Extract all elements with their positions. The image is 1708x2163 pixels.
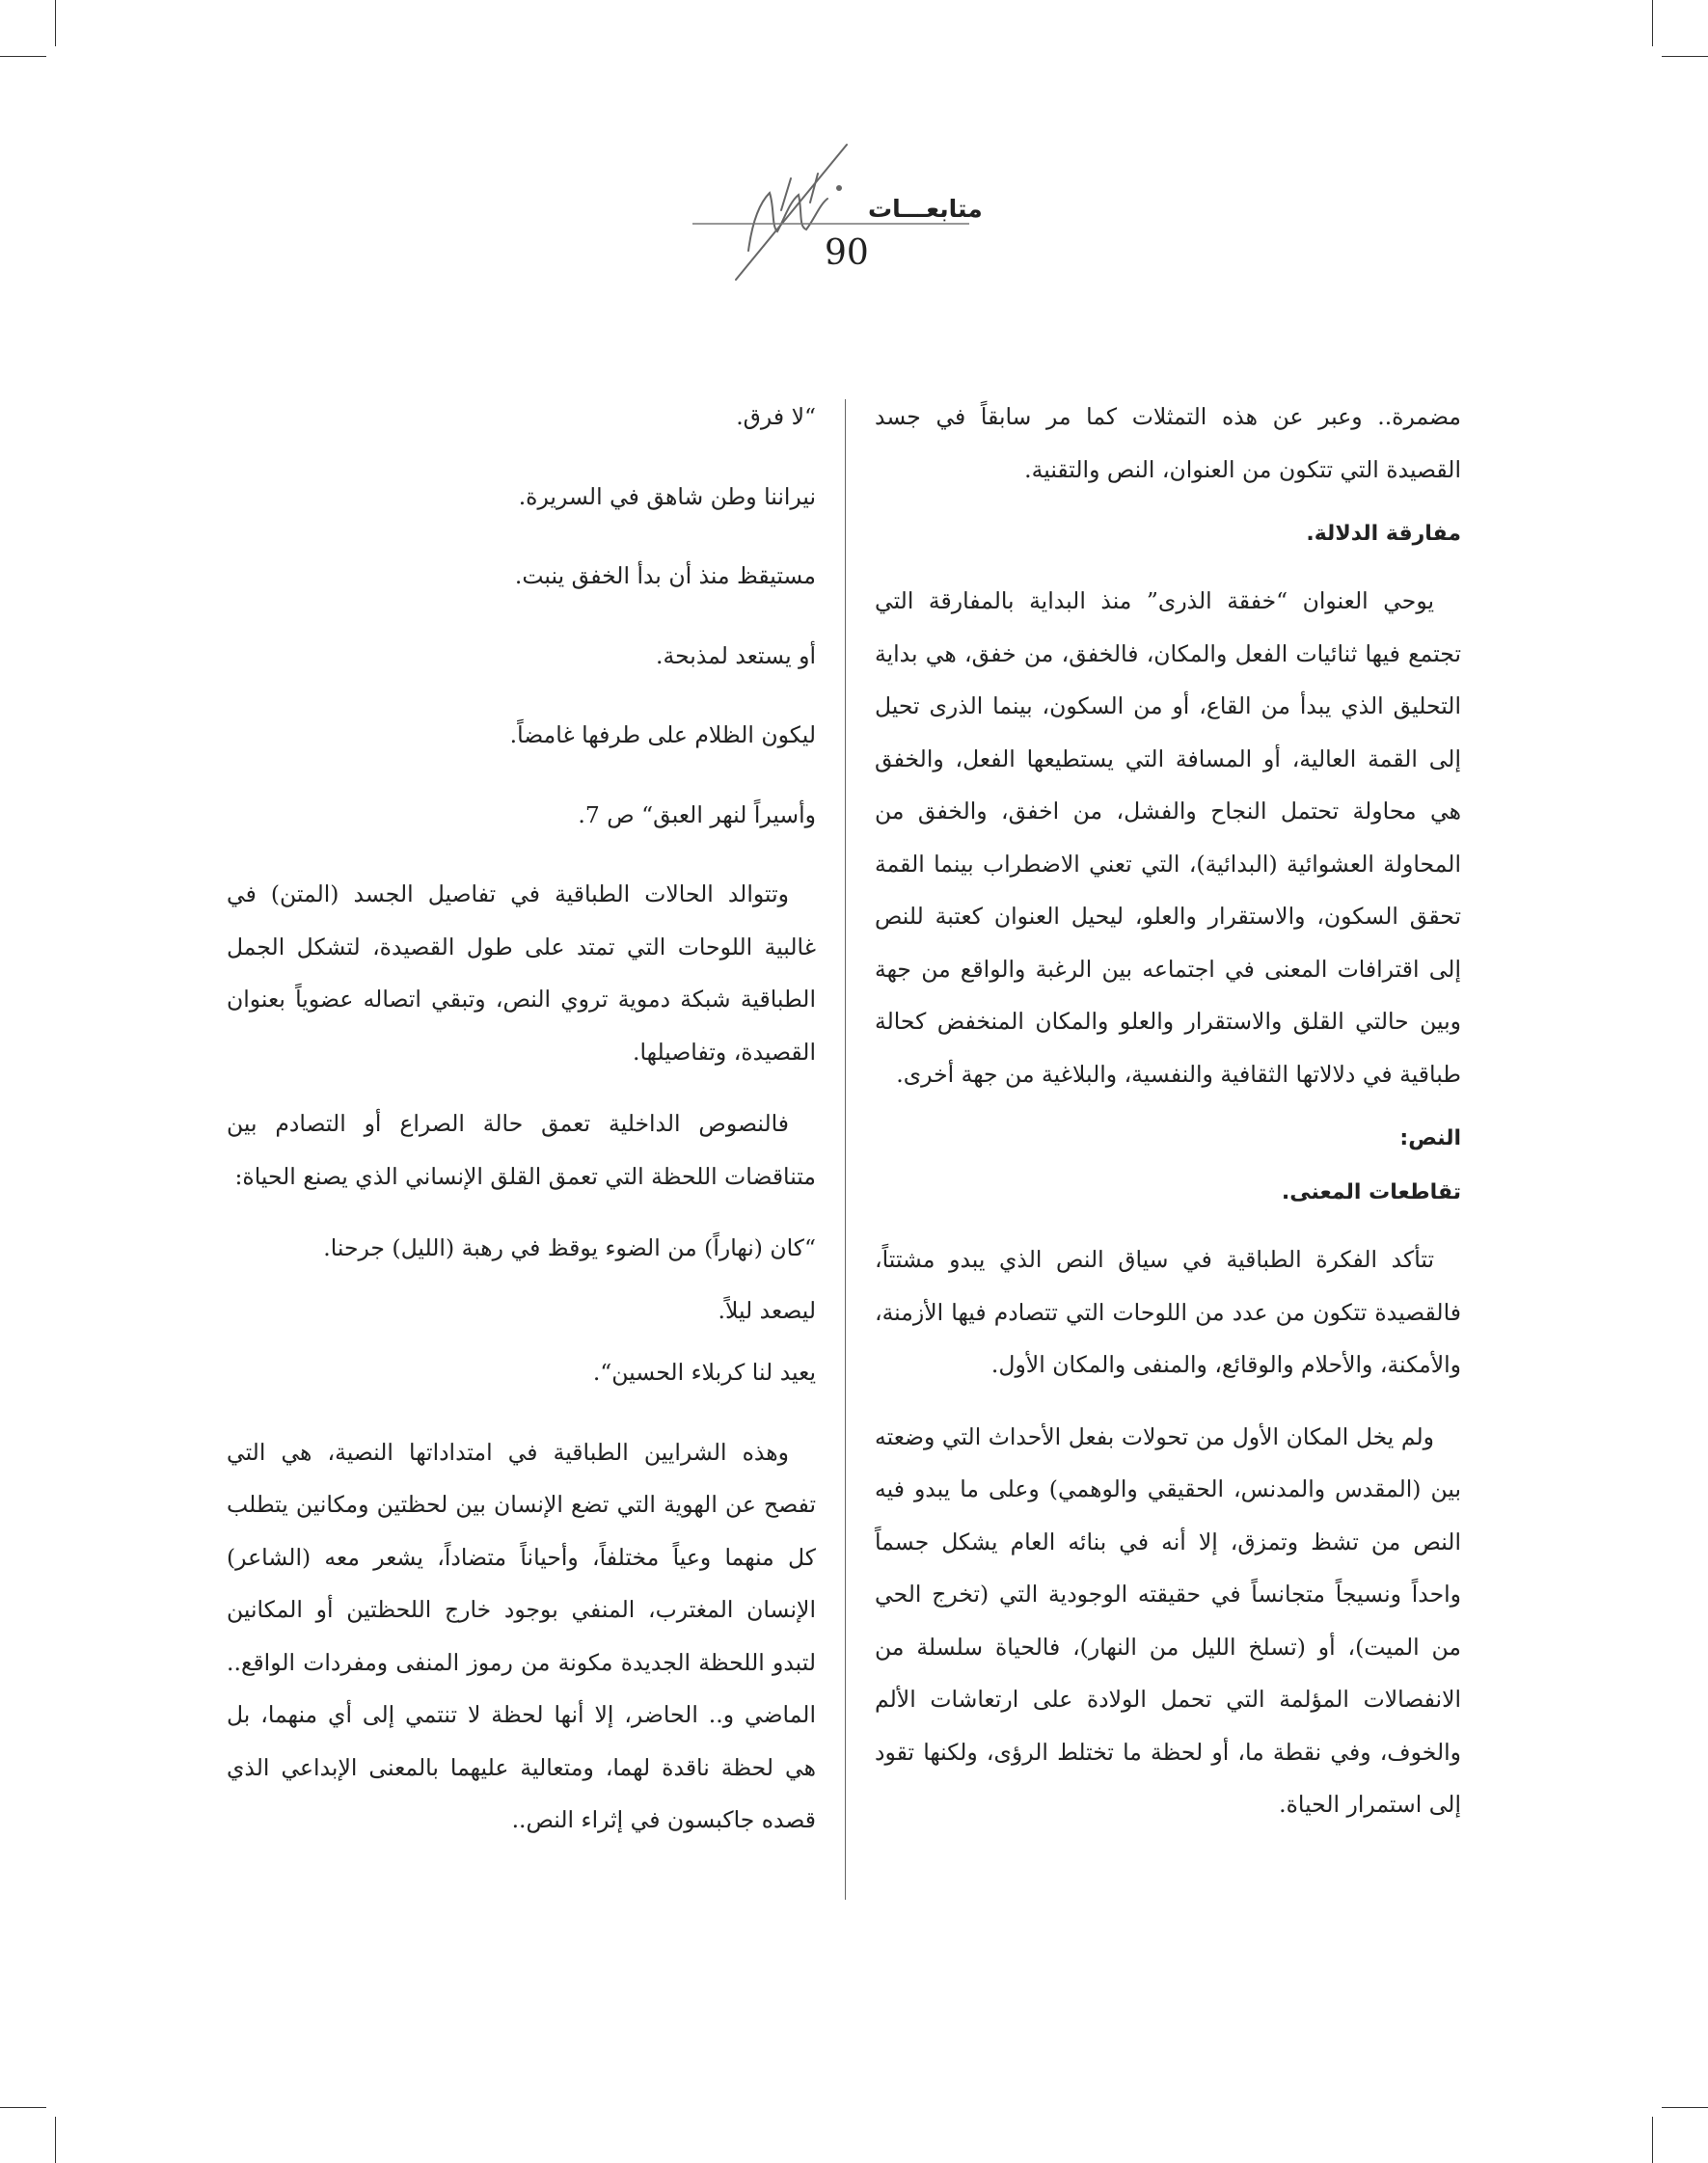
section-label: متابعـــات	[868, 195, 983, 223]
page-header	[0, 0, 1708, 289]
crop-mark-bottom-right-h	[1662, 2107, 1708, 2108]
poem-line: مستيقظ منذ أن بدأ الخفق ينبت.	[514, 562, 816, 589]
paragraph: ولم يخل المكان الأول من تحولات بفعل الأحداث التي وضعته بين (المقدس والمدنس، الحقيقي والوهمي) وعلى ما يبدو فيه النص من تشظ وتمزق، إلا أنه في بنائه العام يشكل جسماً واحداً ونسيجاً متجانساً في حقيقته الوجودية التي (تخرج الحي من الميت)، أو (تسلخ الليل من النهار)، فالحياة سلسلة من الانفصالات المؤلمة التي تحمل الولادة على ارتعاشات الألم والخوف، وفي نقطة ما، أو لحظة ما تختلط الرؤى، ولكنها تقود إلى استمرار الحياة.	[875, 1422, 1461, 1818]
poem-line: وأسيراً لنهر العبق“ ص 7.	[578, 800, 816, 828]
crop-mark-bottom-left-h	[0, 2107, 46, 2108]
paragraph: يوحي العنوان “خفقة الذرى” منذ البداية بالمفارقة التي تجتمع فيها ثنائيات الفعل والمكان، فالخفق، من خفق، هي بداية التحليق الذي يبدأ من القاع، أو من السكون، بينما الذرى تحيل إلى القمة العالية، أو المسافة التي يستطيعها الفعل، والخفق هي محاولة تحتمل النجاح والفشل، من اخفق، والخفق من المحاولة العشوائية (البدائية)، التي تعني الاضطراب بينما القمة تحقق السكون، والاستقرار والعلو، ليحيل العنوان كعتبة للنص إلى اقترافات المعنى في اجتماعه بين الرغبة والواقع من جهة وبين حالتي القلق والاستقرار والعلو والمكان المنخفض كحالة طباقية في دلالاتها الثقافية والنفسية، والبلاغية من جهة أخرى.	[875, 587, 1461, 1088]
paragraph: وتتوالد الحالات الطباقية في تفاصيل الجسد (المتن) في غالبية اللوحات التي تمتد على طول القصيدة، لتشكل الجمل الطباقية شبكة دموية تروي النص، وتبقي اتصاله عضوياً بعنوان القصيدة، وتفاصيلها.	[227, 880, 816, 1066]
poem-line: أو يستعد لمذبحة.	[656, 641, 816, 669]
section-subheading: تقاطعات المعنى.	[1281, 1180, 1461, 1204]
paragraph: تتأكد الفكرة الطباقية في سياق النص الذي يبدو مشتتاً، فالقصيدة تتكون من عدد من اللوحات التي تتصادم فيها الأزمنة، والأمكنة، والأحلام والوقائع، والمنفى والمكان الأول.	[875, 1246, 1461, 1378]
crop-mark-bottom-right-v	[1652, 2117, 1653, 2163]
poem-line: “لا فرق.	[736, 403, 816, 430]
poem-line: يعيد لنا كربلاء الحسين“.	[592, 1359, 816, 1386]
section-heading: مفارقة الدلالة.	[1306, 522, 1461, 546]
paragraph: مضمرة.. وعبر عن هذه التمثلات كما مر سابقاً في جسد القصيدة التي تتكون من العنوان، النص والتقنية.	[875, 403, 1461, 483]
column-divider	[845, 399, 846, 1900]
section-heading: النص:	[1399, 1126, 1461, 1150]
paragraph: وهذه الشرايين الطباقية في امتداداتها النصية، هي التي تفصح عن الهوية التي تضع الإنسان بين لحظتين ومكانين يتطلب كل منهما وعياً مختلفاً، وأحياناً متضاداً، يشعر معه (الشاعر) الإنسان المغترب، المنفي بوجود خارج اللحظتين أو المكانين لتبدو اللحظة الجديدة مكونة من رموز المنفى ومفردات الواقع.. الماضي و.. الحاضر، إلا أنها لحظة لا تنتمي إلى أي منهما، بل هي لحظة ناقدة لهما، ومتعالية عليهما بالمعنى الإبداعي الذي قصده جاكبسون في إثراء النص..	[227, 1438, 816, 1833]
right-column	[875, 391, 1461, 1851]
crop-mark-bottom-left-v	[55, 2117, 56, 2163]
poem-line: ليصعد ليلاً.	[718, 1296, 816, 1324]
page-number: 90	[825, 233, 869, 273]
poem-line: ليكون الظلام على طرفها غامضاً.	[509, 721, 816, 748]
paragraph: فالنصوص الداخلية تعمق حالة الصراع أو التصادم بين متناقضات اللحظة التي تعمق القلق الإنساني الذي يصنع الحياة:	[227, 1110, 816, 1190]
poem-line: “كان (نهاراً) من الضوء يوقظ في رهبة (الليل) جرحنا.	[323, 1234, 816, 1261]
left-column	[227, 391, 816, 1866]
poem-line: نيراننا وطن شاهق في السريرة.	[518, 482, 816, 510]
